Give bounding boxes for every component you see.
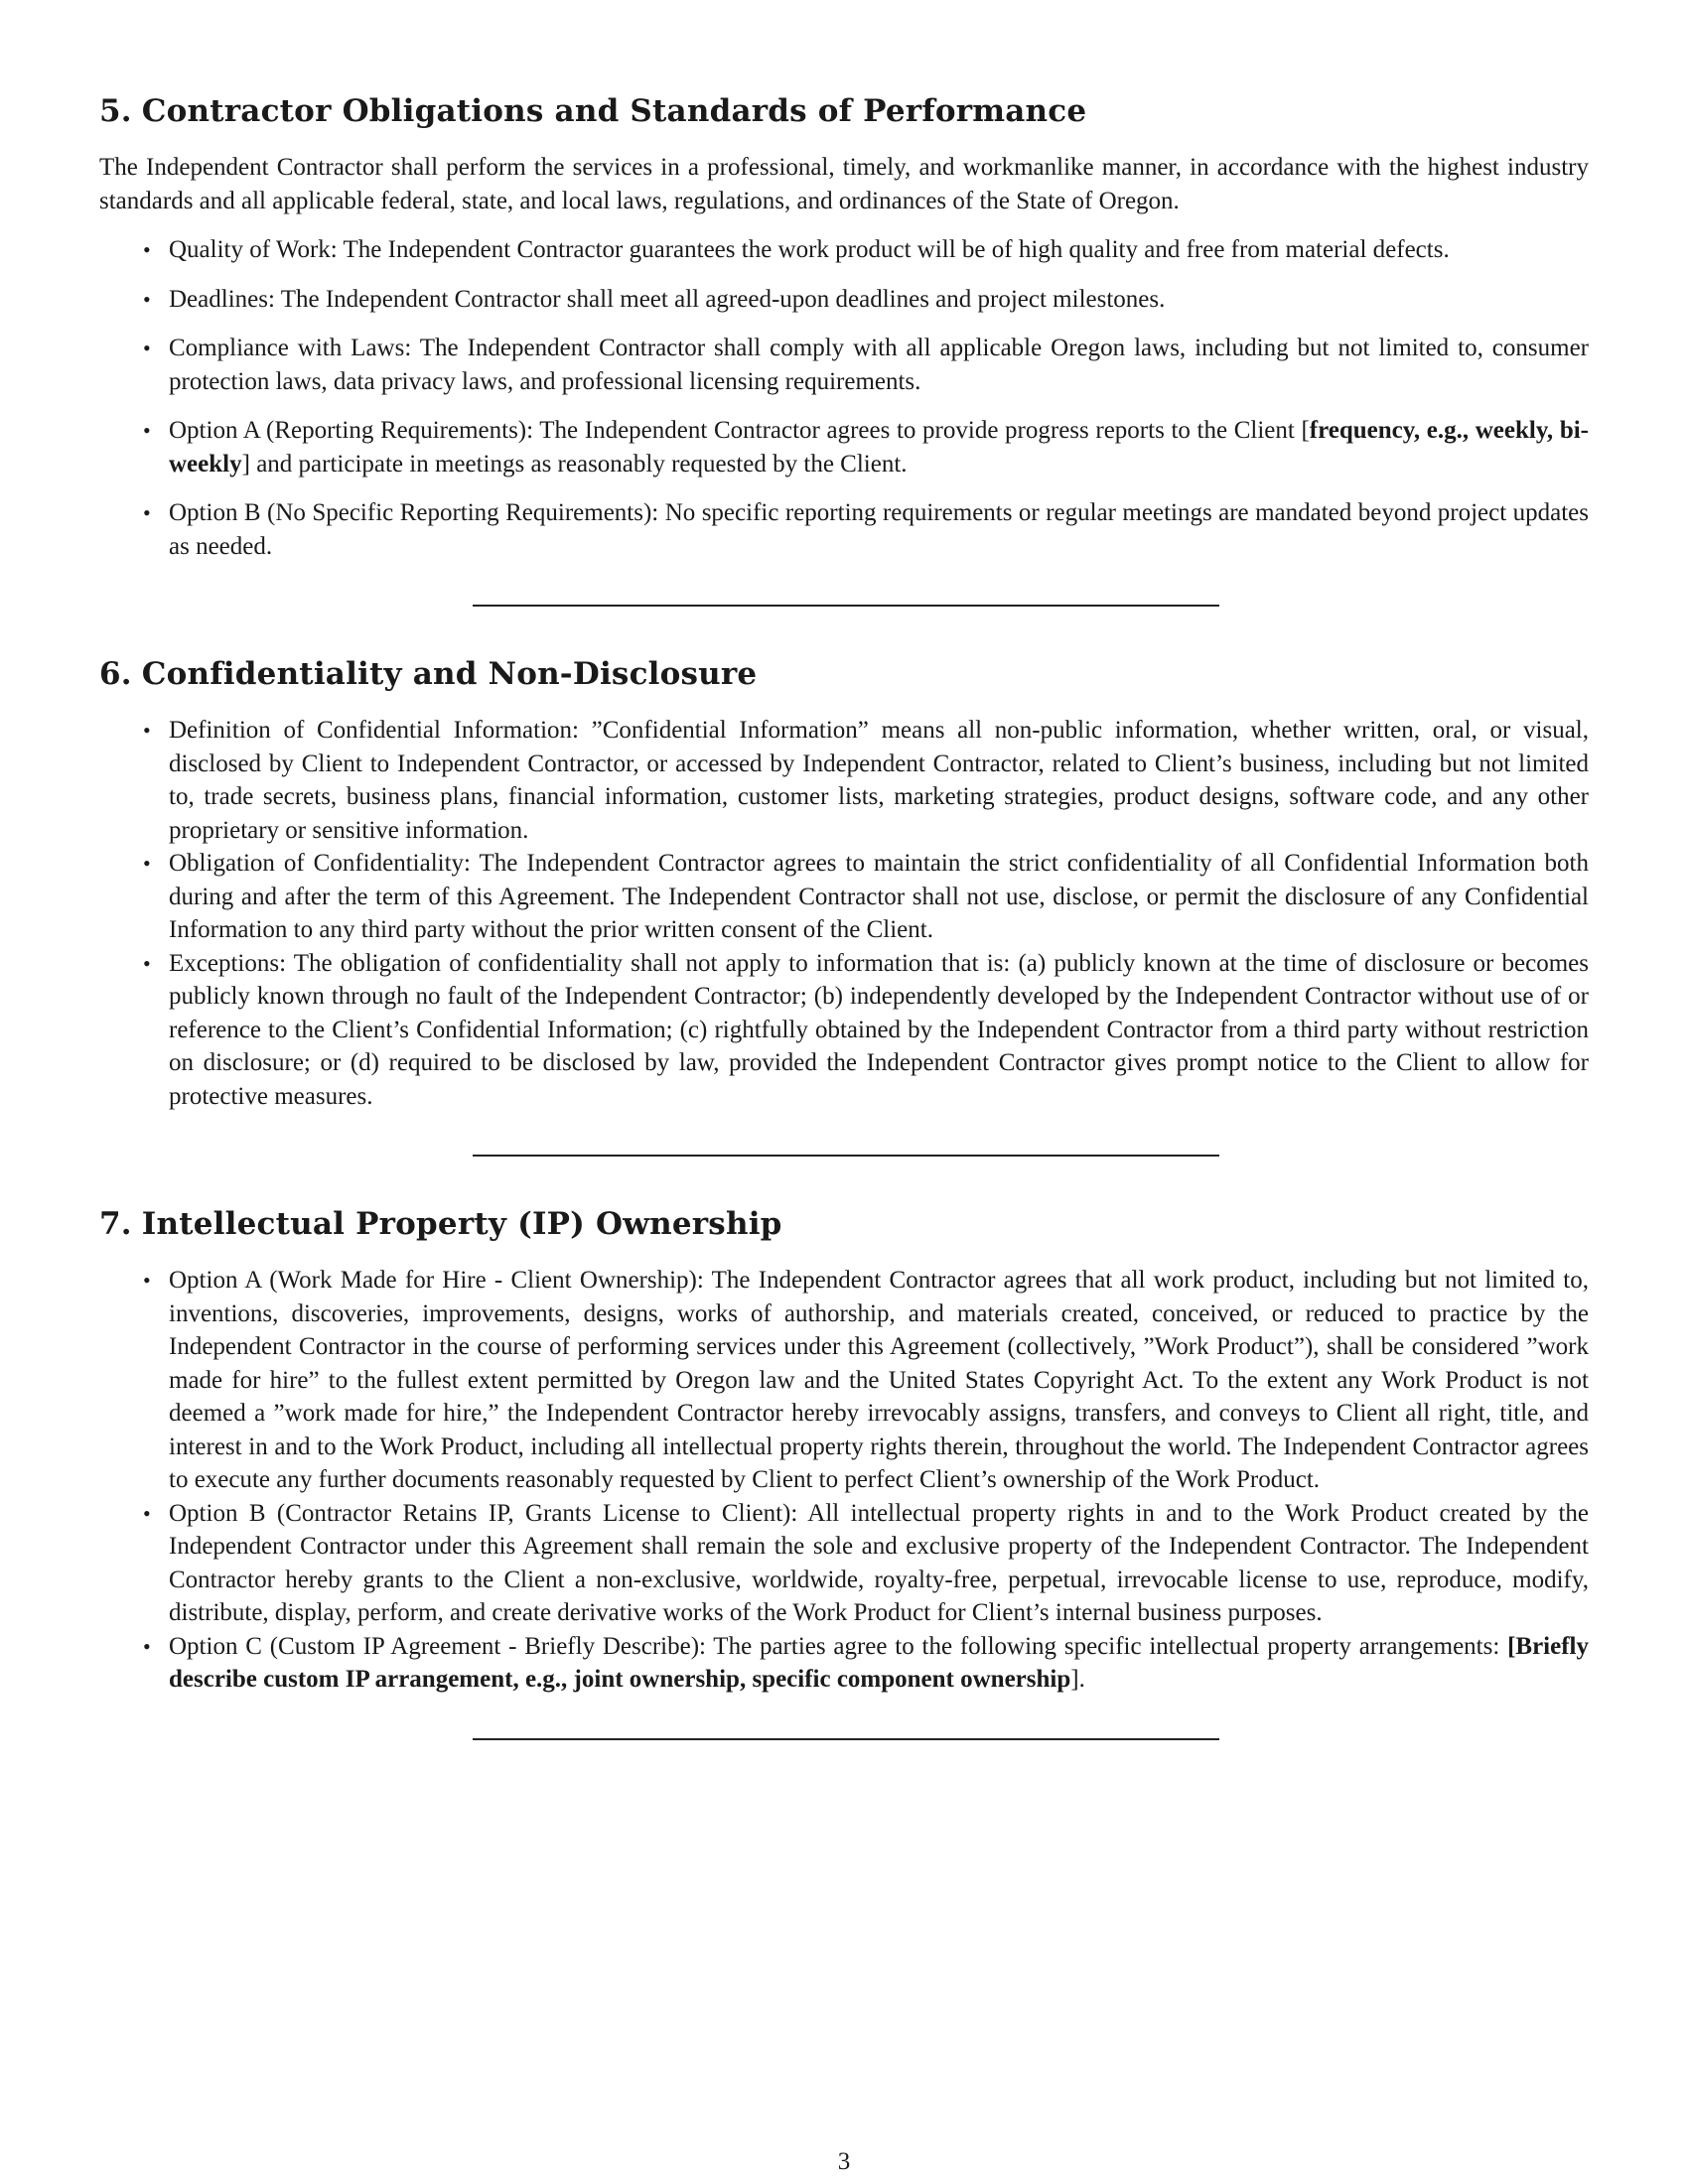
bullet-icon: • bbox=[143, 718, 151, 743]
bullet-icon: • bbox=[143, 1633, 151, 1659]
list-item bbox=[143, 414, 1589, 480]
list-item bbox=[143, 947, 1589, 1114]
section-6-number: 6. bbox=[99, 656, 132, 692]
option-a-text: Option A (Reporting Requirements): The Independent Contractor agrees to provide progress reports to the Client bbox=[169, 417, 1302, 444]
section-7-heading bbox=[99, 1204, 1589, 1244]
page-number: 3 bbox=[837, 2148, 851, 2175]
bullet-icon: • bbox=[143, 418, 151, 443]
section-5-list bbox=[99, 233, 1589, 563]
section-divider bbox=[473, 1155, 1219, 1157]
option-c-placeholder: [Briefly describe custom IP arrangement, e.g., joint ownership, specific component ownership bbox=[169, 1632, 1589, 1693]
section-6-list bbox=[99, 714, 1589, 1113]
option-c-text-end: ]. bbox=[1070, 1666, 1085, 1693]
list-item bbox=[143, 283, 1589, 317]
list-item-text: Compliance with Laws: The Independent Contractor shall comply with all applicable Oregon laws, including but not limited to, consumer protection laws, data privacy laws, and professional licensing requirements. bbox=[169, 335, 1589, 395]
bullet-icon: • bbox=[143, 950, 151, 976]
option-b-text: Option B (No Specific Reporting Requirements): No specific reporting requirements or regular meetings are mandated beyond project updates as needed. bbox=[169, 499, 1589, 560]
bullet-icon: • bbox=[143, 1500, 151, 1526]
option-c-text: Option C (Custom IP Agreement - Briefly Describe): The parties agree to the following specific intellectual property arrangements: bbox=[169, 1632, 1508, 1660]
list-item bbox=[143, 1630, 1589, 1697]
option-a-bracket-close: ] bbox=[241, 450, 250, 478]
list-item-text: Exceptions: The obligation of confidentiality shall not apply to information that is: (a) publicly known at the time of disclosure or becomes publicly known through no fault of the Independent Contractor; (b) independently developed by the Independent Contractor without use of or reference to the Client’s Confidential Information; (c) rightfully obtained by the Independent Contractor from a third party without restriction on disclosure; or (d) required to be disclosed by law, provided the Independent Contractor gives prompt notice to the Client to allow for protective measures. bbox=[169, 949, 1589, 1110]
list-item-text: Definition of Confidential Information: ”Confidential Information” means all non-public information, whether written, oral, or visual, disclosed by Client to Independent Contractor, or accessed by Independent Contractor, related to Client’s business, including but not limited to, trade secrets, business plans, financial information, customer lists, marketing strategies, product designs, software code, and any other proprietary or sensitive information. bbox=[169, 717, 1589, 844]
section-7-title: Intellectual Property (IP) Ownership bbox=[141, 1206, 782, 1242]
option-a-placeholder: frequency, e.g., weekly, bi-weekly bbox=[169, 417, 1589, 478]
list-item bbox=[143, 233, 1589, 267]
section-5-heading bbox=[99, 91, 1589, 131]
list-item bbox=[143, 332, 1589, 398]
option-a-bracket-open: [ bbox=[1301, 417, 1310, 444]
section-5-intro: The Independent Contractor shall perform the services in a professional, timely, and workmanlike manner, in accordance with the highest industry standards and all applicable federal, state, and local laws, regulations, and ordinances of the State of Oregon. bbox=[99, 154, 1589, 214]
section-divider bbox=[473, 605, 1219, 607]
section-5-number: 5. bbox=[99, 93, 132, 129]
bullet-icon: • bbox=[143, 237, 151, 262]
section-7-list bbox=[99, 1264, 1589, 1697]
bullet-icon: • bbox=[143, 286, 151, 312]
list-item-text: Deadlines: The Independent Contractor shall meet all agreed-upon deadlines and project milestones. bbox=[169, 285, 1166, 313]
section-divider bbox=[473, 1738, 1219, 1740]
bullet-icon: • bbox=[143, 851, 151, 876]
list-item bbox=[143, 1497, 1589, 1630]
section-6-heading bbox=[99, 654, 1589, 694]
list-item bbox=[143, 1264, 1589, 1497]
list-item bbox=[143, 714, 1589, 847]
list-item-text: Obligation of Confidentiality: The Independent Contractor agrees to maintain the strict confidentiality of all Confidential Information both during and after the term of this Agreement. The Independent Contractor shall not use, disclose, or permit the disclosure of any Confidential Information to any third party without the prior written consent of the Client. bbox=[169, 850, 1589, 943]
list-item bbox=[143, 847, 1589, 947]
section-7-number: 7. bbox=[99, 1206, 132, 1242]
list-item-text: Option B (Contractor Retains IP, Grants License to Client): All intellectual property rights in and to the Work Product created by the Independent Contractor under this Agreement shall remain the sole and exclusive property of the Independent Contractor. The Independent Contractor hereby grants to the Client a non-exclusive, worldwide, royalty-free, perpetual, irrevocable license to use, reproduce, modify, distribute, display, perform, and create derivative works of the Work Product for Client’s internal business purposes. bbox=[169, 1499, 1589, 1626]
bullet-icon: • bbox=[143, 336, 151, 360]
document-page bbox=[99, 91, 1589, 1740]
option-a-text-end: and participate in meetings as reasonably requested by the Client. bbox=[249, 450, 908, 478]
list-item-text: Option A (Work Made for Hire - Client Ownership): The Independent Contractor agrees that all work product, including but not limited to, inventions, discoveries, improvements, designs, works of authorship, and materials created, conceived, or reduced to practice by the Independent Contractor in the course of performing services under this Agreement (collectively, ”Work Product”), shall be considered ”work made for hire” to the fullest extent permitted by Oregon law and the United States Copyright Act. To the extent any Work Product is not deemed a ”work made for hire,” the Independent Contractor hereby irrevocably assigns, transfers, and conveys to Client all right, title, and interest in and to the Work Product, including all intellectual property rights therein, throughout the world. The Independent Contractor agrees to execute any further documents reasonably requested by Client to perfect Client’s ownership of the Work Product. bbox=[169, 1267, 1589, 1493]
bullet-icon: • bbox=[143, 500, 151, 525]
section-5-title: Contractor Obligations and Standards of Performance bbox=[141, 93, 1087, 129]
list-item bbox=[143, 496, 1589, 563]
section-6-title: Confidentiality and Non-Disclosure bbox=[141, 656, 758, 692]
bullet-icon: • bbox=[143, 1268, 151, 1293]
list-item-text: Quality of Work: The Independent Contractor guarantees the work product will be of high quality and free from material defects. bbox=[169, 236, 1450, 263]
